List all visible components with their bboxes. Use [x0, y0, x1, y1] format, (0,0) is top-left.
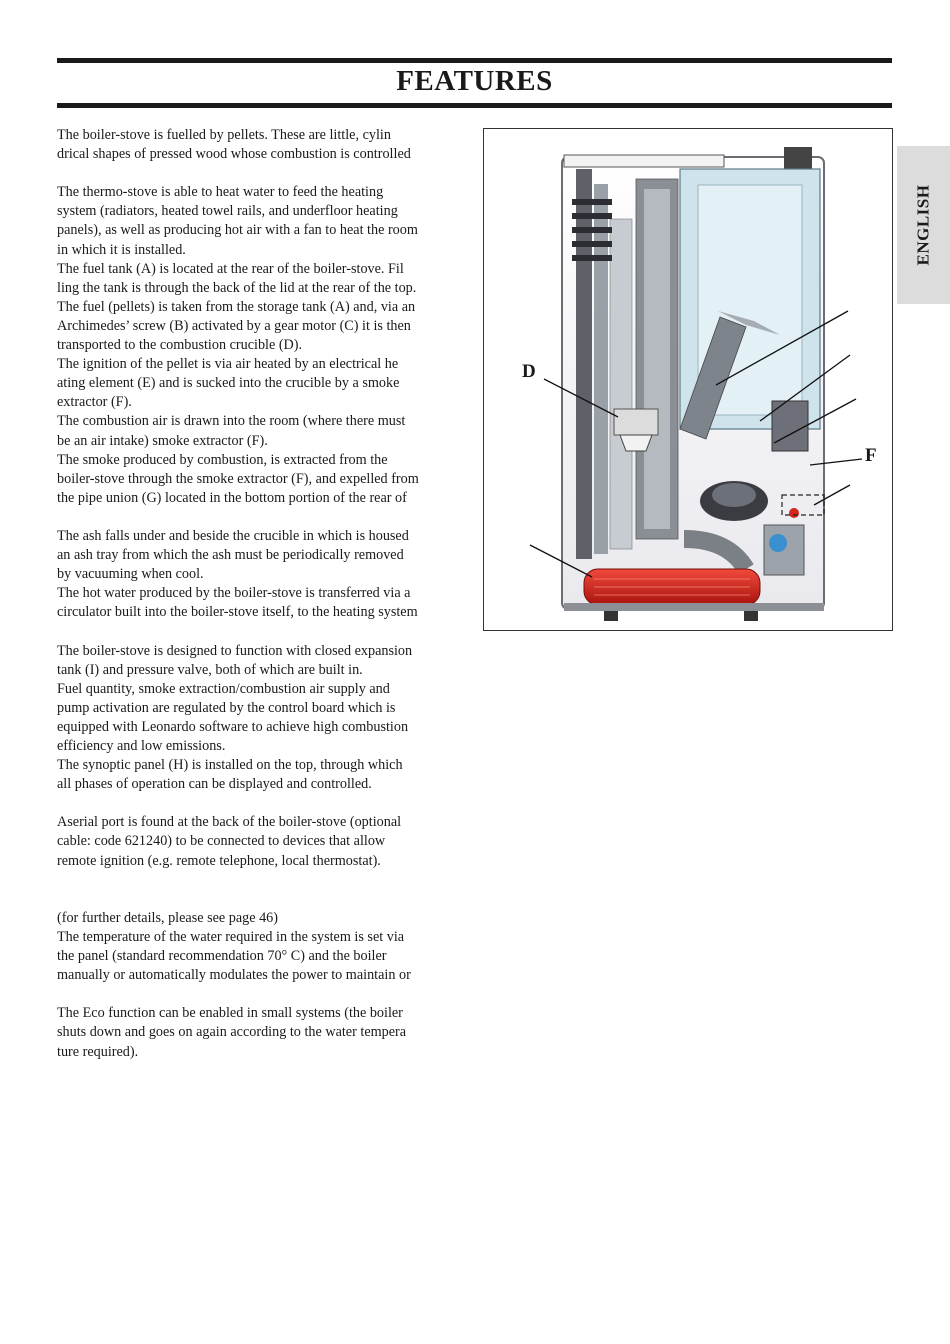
- text-line: boiler-stove through the smoke extractor (F), and expelled from: [57, 470, 419, 487]
- text-line: all phases of operation can be displayed and controlled.: [57, 776, 372, 793]
- text-line: cable: code 621240) to be connected to devices that allow: [57, 833, 386, 850]
- text-line: Archimedes’ screw (B) activated by a gear motor (C) it is then: [57, 317, 411, 334]
- text-line: [57, 794, 469, 813]
- label-d: D: [522, 361, 536, 382]
- text-line: in which it is installed.: [57, 241, 186, 258]
- text-line: (for further details, please see page 46): [57, 909, 278, 926]
- text-line: The temperature of the water required in the system is set via: [57, 928, 405, 945]
- text-line: ating element (E) and is sucked into the crucible by a smoke: [57, 375, 400, 392]
- text-line: The synoptic panel (H) is installed on the top, through which: [57, 757, 403, 774]
- text-line: panels), as well as producing hot air with a fan to heat the room: [57, 222, 418, 239]
- text-line: remote ignition (e.g. remote telephone, local thermostat).: [57, 852, 381, 869]
- text-line: efficiency and low emissions.: [57, 738, 226, 754]
- text-line: The combustion air is drawn into the room (where there must: [57, 413, 406, 430]
- text-line: the panel (standard recommendation 70° C) and the boiler: [57, 948, 387, 965]
- text-line: Fuel quantity, smoke extraction/combustion air supply and: [57, 680, 390, 697]
- language-tab-label: ENGLISH: [913, 184, 933, 266]
- text-line: The hot water produced by the boiler-stove is transferred via a: [57, 585, 411, 602]
- text-line: tank (I) and pressure valve, both of which are built in.: [57, 661, 363, 678]
- text-line: The ignition of the pellet is via air heated by an electrical he: [57, 356, 399, 373]
- body-text: [57, 126, 469, 1062]
- text-line: [57, 985, 469, 1004]
- text-line: drical shapes of pressed wood whose combustion is controlled: [57, 146, 411, 163]
- text-line: The Eco function can be enabled in small systems (the boiler: [57, 1005, 403, 1022]
- text-line: [57, 164, 469, 183]
- text-line: equipped with Leonardo software to achieve high combustion: [57, 718, 409, 735]
- text-line: [57, 508, 469, 527]
- text-line: the pipe union (G) located in the bottom portion of the rear of: [57, 489, 407, 506]
- text-line: The smoke produced by combustion, is extracted from the: [57, 451, 388, 468]
- text-line: manually or automatically modulates the power to maintain or: [57, 967, 411, 984]
- boiler-cutaway-illustration: [484, 129, 892, 630]
- boiler-cutaway-figure: [483, 128, 893, 631]
- text-line: pump activation are regulated by the control board which is: [57, 699, 396, 716]
- text-line: system (radiators, heated towel rails, and underfloor heating: [57, 203, 398, 220]
- text-line: be an air intake) smoke extractor (F).: [57, 432, 268, 449]
- text-line: transported to the combustion crucible (D).: [57, 337, 303, 354]
- text-line: shuts down and goes on again according to the water tempera: [57, 1024, 407, 1041]
- label-f: F: [865, 445, 877, 466]
- text-line: [57, 871, 469, 890]
- language-tab: [897, 146, 950, 304]
- text-line: an ash tray from which the ash must be periodically removed: [57, 547, 404, 564]
- text-line: The ash falls under and beside the crucible in which is housed: [57, 527, 409, 544]
- text-line: [57, 890, 469, 909]
- text-line: extractor (F).: [57, 394, 132, 411]
- text-line: Aserial port is found at the back of the boiler-stove (optional: [57, 814, 402, 831]
- text-line: by vacuuming when cool.: [57, 566, 204, 583]
- text-line: The boiler-stove is designed to function with closed expansion: [57, 642, 413, 659]
- text-line: [57, 622, 469, 641]
- title-rule-bottom: [57, 103, 892, 108]
- text-line: The boiler-stove is fuelled by pellets. These are little, cylin: [57, 127, 391, 143]
- text-line: The fuel (pellets) is taken from the storage tank (A) and, via an: [57, 298, 416, 315]
- text-line: ling the tank is through the back of the lid at the rear of the top.: [57, 279, 417, 296]
- text-line: ture required).: [57, 1043, 139, 1060]
- text-line: The thermo-stove is able to heat water to feed the heating: [57, 184, 384, 201]
- text-line: The fuel tank (A) is located at the rear of the boiler-stove. Fil: [57, 260, 404, 277]
- page-title: FEATURES: [396, 65, 553, 97]
- text-line: circulator built into the boiler-stove itself, to the heating system: [57, 604, 418, 621]
